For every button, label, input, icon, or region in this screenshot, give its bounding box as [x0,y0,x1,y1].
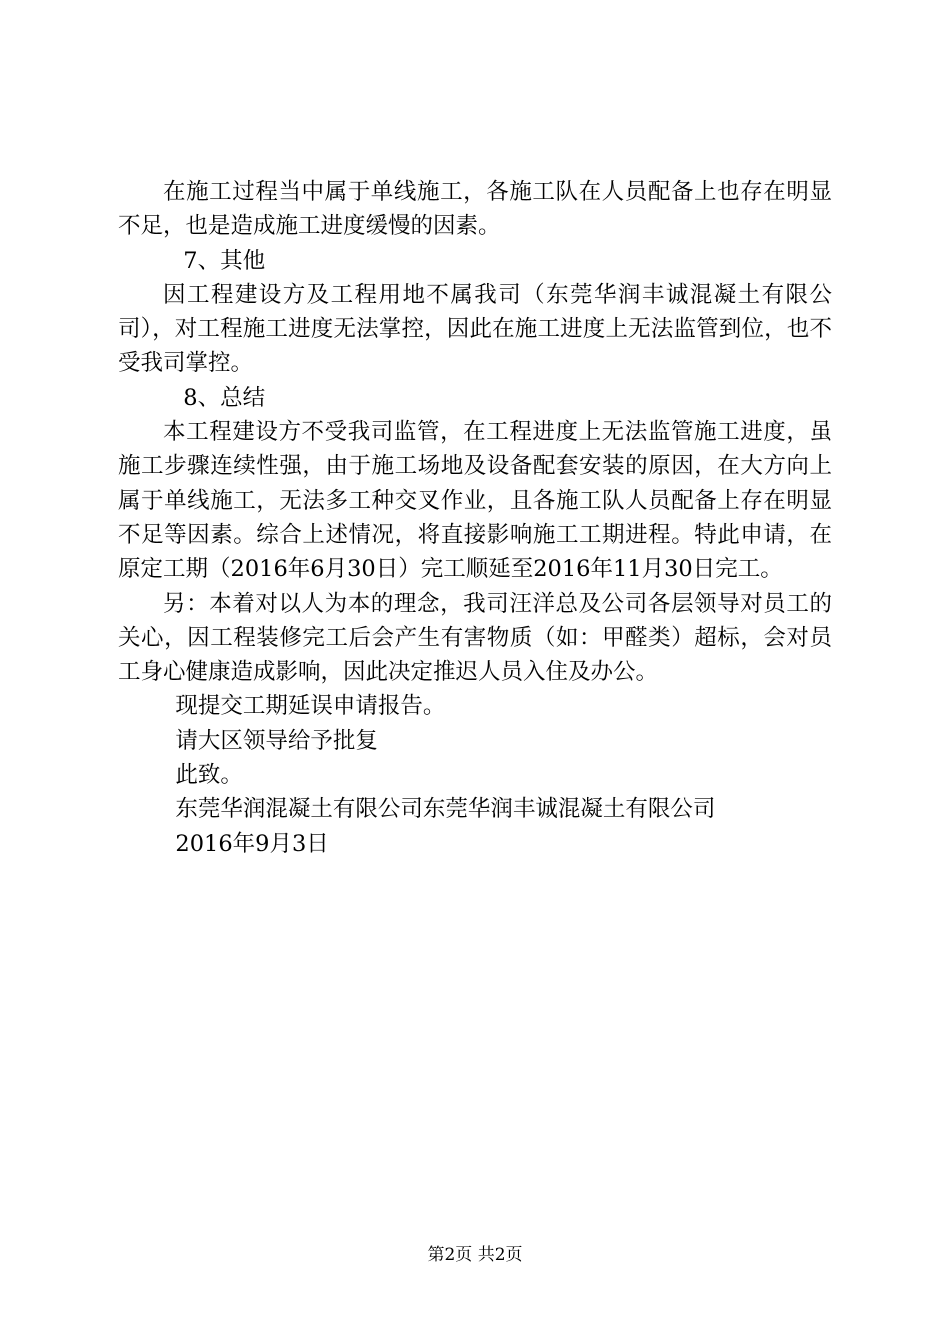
signature-date: 2016年9月3日 [175,830,329,857]
submission-line: 现提交工期延误申请报告。 [175,693,446,720]
document-body [118,175,832,861]
company-signature: 东莞华润混凝土有限公司东莞华润丰诚混凝土有限公司 [175,796,716,823]
paragraph-staffing-shortage: 在施工过程当中属于单线施工，各施工队在人员配备上也存在明显不足，也是造成施工进度缓慢的因素。 [118,179,832,240]
closing-salutation: 此致。 [175,762,243,789]
section-heading-other: 7、其他 [183,247,266,274]
section-heading-summary: 8、总结 [183,384,266,411]
paragraph-summary: 本工程建设方不受我司监管，在工程进度上无法监管施工进度，虽施工步骤连续性强，由于施工场地及设备配套安装的原因，在大方向上属于单线施工，无法多工种交叉作业，且各施工队人员配备上存在明显不足等因素。综合上述情况，将直接影响施工工期进程。特此申请，在原定工期（2016年6月30日）完工顺延至2016年11月30日完工。 [118,419,832,583]
page-number-footer: 第2页 共2页 [427,1245,523,1265]
paragraph-other: 因工程建设方及工程用地不属我司（东莞华润丰诚混凝土有限公司），对工程施工进度无法掌控，因此在施工进度上无法监管到位，也不受我司掌控。 [118,281,832,377]
request-approval-line: 请大区领导给予批复 [175,727,378,754]
paragraph-additional-note: 另：本着对以人为本的理念，我司汪洋总及公司各层领导对员工的关心，因工程装修完工后会产生有害物质（如：甲醛类）超标，会对员工身心健康造成影响，因此决定推迟人员入住及办公。 [118,590,832,686]
